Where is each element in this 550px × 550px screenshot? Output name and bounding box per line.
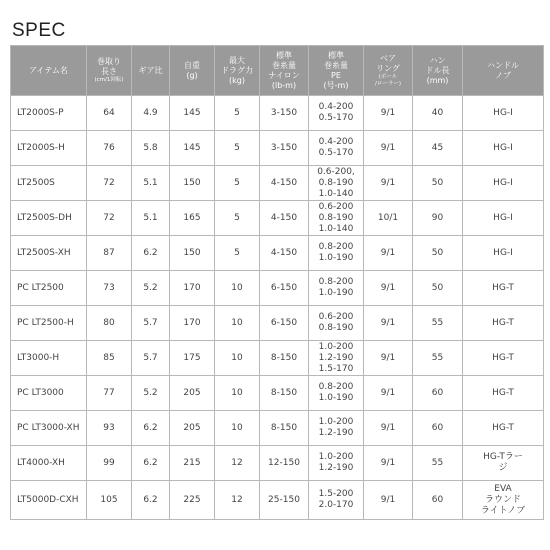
cell-value: 5.1 — [143, 212, 158, 223]
cell-value: 5.8 — [143, 142, 158, 153]
cell-value: 9/1 — [380, 494, 396, 505]
cell-max-drag — [215, 306, 260, 341]
cell-max-drag — [215, 341, 260, 376]
table-row — [11, 376, 544, 411]
cell-pe-capacity — [309, 236, 364, 271]
cell-item-name — [11, 481, 87, 520]
cell-value: 87 — [103, 247, 115, 258]
cell-item-name — [11, 446, 87, 481]
col-header-weight — [170, 46, 215, 96]
cell-value: 5 — [234, 212, 240, 223]
cell-item-name — [11, 341, 87, 376]
cell-winding-length — [87, 96, 132, 131]
cell-weight — [170, 271, 215, 306]
cell-value: 0.4-200 0.5-170 — [318, 137, 354, 158]
cell-nylon-capacity — [260, 271, 309, 306]
cell-pe-capacity — [309, 341, 364, 376]
cell-handle-length — [413, 411, 463, 446]
col-header-winding-length — [87, 46, 132, 96]
col-header-item-name — [11, 46, 87, 96]
cell-weight — [170, 236, 215, 271]
cell-value: 8-150 — [270, 387, 298, 398]
cell-winding-length — [87, 236, 132, 271]
cell-value: 76 — [103, 142, 115, 153]
table-row — [11, 446, 544, 481]
table-row — [11, 306, 544, 341]
cell-value: 9/1 — [380, 317, 396, 328]
cell-value: HG-I — [493, 142, 513, 153]
cell-value: 0.8-200 1.0-190 — [318, 242, 354, 263]
cell-handle-length — [413, 376, 463, 411]
cell-winding-length — [87, 376, 132, 411]
cell-value: 5 — [234, 107, 240, 118]
cell-value: 1.0-200 1.2-190 1.5-170 — [318, 341, 354, 374]
cell-max-drag — [215, 131, 260, 166]
cell-nylon-capacity — [260, 411, 309, 446]
cell-value: HG-I — [493, 107, 513, 118]
cell-value: 5 — [234, 177, 240, 188]
cell-value: 9/1 — [380, 352, 396, 363]
cell-value: 170 — [183, 282, 201, 293]
cell-weight — [170, 306, 215, 341]
cell-handle-knob — [463, 306, 544, 341]
cell-value: 145 — [183, 107, 201, 118]
cell-nylon-capacity — [260, 96, 309, 131]
cell-value: HG-I — [493, 212, 513, 223]
col-header-label: ハン ドル長 (mm) — [425, 55, 450, 85]
cell-value: 90 — [431, 212, 444, 223]
cell-value: 72 — [103, 177, 115, 188]
cell-value: 93 — [103, 422, 115, 433]
cell-handle-knob — [463, 271, 544, 306]
cell-value: 10 — [231, 282, 243, 293]
cell-value: PC LT2500-H — [17, 317, 74, 328]
cell-value: 12-150 — [268, 457, 300, 468]
col-header-sublabel: (ボール /ローラー) — [375, 73, 401, 87]
table-row — [11, 131, 544, 166]
cell-value: 205 — [183, 422, 201, 433]
cell-value: 9/1 — [380, 177, 396, 188]
cell-gear-ratio — [132, 131, 170, 166]
cell-max-drag — [215, 96, 260, 131]
cell-winding-length — [87, 201, 132, 236]
col-header-handle-length — [413, 46, 463, 96]
cell-handle-knob — [463, 341, 544, 376]
cell-handle-length — [413, 236, 463, 271]
cell-pe-capacity — [309, 446, 364, 481]
cell-value: LT2500S — [17, 177, 55, 188]
cell-handle-knob — [463, 131, 544, 166]
cell-value: 205 — [183, 387, 201, 398]
cell-value: 165 — [183, 212, 201, 223]
cell-pe-capacity — [309, 131, 364, 166]
cell-handle-knob — [463, 201, 544, 236]
cell-value: 3-150 — [270, 142, 298, 153]
cell-handle-knob — [463, 166, 544, 201]
cell-handle-length — [413, 306, 463, 341]
cell-value: 145 — [183, 142, 201, 153]
cell-max-drag — [215, 376, 260, 411]
cell-item-name — [11, 236, 87, 271]
cell-value: 5.1 — [143, 177, 158, 188]
cell-value: 1.0-200 1.2-190 — [318, 452, 354, 473]
cell-pe-capacity — [309, 271, 364, 306]
cell-value: 73 — [103, 282, 115, 293]
cell-item-name — [11, 131, 87, 166]
cell-value: 5 — [234, 247, 240, 258]
col-header-bearings — [364, 46, 413, 96]
cell-value: 0.6-200 0.8-190 1.0-140 — [318, 201, 354, 234]
cell-nylon-capacity — [260, 306, 309, 341]
cell-value: 0.6-200, 0.8-190 1.0-140 — [317, 166, 355, 199]
cell-value: HG-T — [492, 422, 514, 433]
cell-handle-knob — [463, 446, 544, 481]
cell-bearings — [364, 341, 413, 376]
cell-value: 72 — [103, 212, 115, 223]
cell-value: 55 — [431, 352, 444, 363]
cell-value: 4-150 — [270, 177, 298, 188]
cell-bearings — [364, 306, 413, 341]
cell-value: LT2500S-DH — [17, 212, 72, 223]
cell-pe-capacity — [309, 376, 364, 411]
cell-value: 6.2 — [143, 422, 158, 433]
cell-value: 9/1 — [380, 457, 396, 468]
cell-value: 9/1 — [380, 142, 396, 153]
table-row — [11, 411, 544, 446]
cell-weight — [170, 376, 215, 411]
cell-item-name — [11, 411, 87, 446]
col-header-label: アイテム名 — [29, 65, 68, 75]
cell-item-name — [11, 201, 87, 236]
cell-nylon-capacity — [260, 481, 309, 520]
cell-value: 10 — [231, 387, 243, 398]
col-header-label: 標準 巻糸量 PE (号-m) — [323, 50, 349, 90]
cell-bearings — [364, 411, 413, 446]
cell-winding-length — [87, 131, 132, 166]
cell-value: 175 — [183, 352, 201, 363]
cell-pe-capacity — [309, 201, 364, 236]
col-header-label: 自重 (g) — [184, 60, 200, 80]
cell-value: 10 — [231, 317, 243, 328]
cell-value: 5.2 — [143, 387, 158, 398]
table-row — [11, 96, 544, 131]
cell-value: 4-150 — [270, 212, 298, 223]
cell-value: 99 — [103, 457, 115, 468]
cell-value: EVA ラウンド ライトノブ — [480, 483, 526, 516]
cell-handle-knob — [463, 481, 544, 520]
cell-gear-ratio — [132, 166, 170, 201]
cell-value: 10 — [231, 352, 243, 363]
cell-nylon-capacity — [260, 236, 309, 271]
cell-value: PC LT3000-XH — [17, 422, 80, 433]
cell-nylon-capacity — [260, 131, 309, 166]
cell-value: 105 — [100, 494, 118, 505]
table-header-row — [11, 46, 544, 96]
cell-value: 12 — [231, 457, 243, 468]
cell-value: 80 — [103, 317, 115, 328]
cell-value: 8-150 — [270, 422, 298, 433]
cell-value: 85 — [103, 352, 115, 363]
cell-value: 60 — [431, 387, 444, 398]
cell-value: 10 — [231, 422, 243, 433]
col-header-label: ギア比 — [138, 65, 163, 75]
cell-value: 0.8-200 1.0-190 — [318, 382, 354, 403]
cell-weight — [170, 341, 215, 376]
cell-value: 6.2 — [143, 247, 158, 258]
cell-handle-length — [413, 201, 463, 236]
cell-weight — [170, 201, 215, 236]
cell-value: LT2500S-XH — [17, 247, 71, 258]
cell-handle-knob — [463, 236, 544, 271]
cell-winding-length — [87, 446, 132, 481]
cell-gear-ratio — [132, 271, 170, 306]
cell-value: 45 — [431, 142, 444, 153]
cell-handle-knob — [463, 376, 544, 411]
table-row — [11, 236, 544, 271]
cell-max-drag — [215, 236, 260, 271]
cell-weight — [170, 411, 215, 446]
cell-value: 77 — [103, 387, 115, 398]
cell-value: 64 — [103, 107, 115, 118]
cell-value: 50 — [431, 177, 444, 188]
cell-winding-length — [87, 341, 132, 376]
cell-gear-ratio — [132, 96, 170, 131]
cell-value: 50 — [431, 282, 444, 293]
cell-weight — [170, 446, 215, 481]
cell-value: HG-T — [492, 387, 514, 398]
cell-value: 9/1 — [380, 422, 396, 433]
cell-value: 50 — [431, 247, 444, 258]
cell-handle-length — [413, 271, 463, 306]
col-header-max-drag — [215, 46, 260, 96]
cell-item-name — [11, 306, 87, 341]
col-header-label: 巻取り 長さ — [97, 57, 121, 76]
cell-max-drag — [215, 166, 260, 201]
cell-value: 9/1 — [380, 387, 396, 398]
cell-value: 9/1 — [380, 107, 396, 118]
cell-value: 5 — [234, 142, 240, 153]
cell-weight — [170, 96, 215, 131]
table-body — [11, 96, 544, 520]
cell-pe-capacity — [309, 481, 364, 520]
cell-bearings — [364, 481, 413, 520]
cell-value: 5.2 — [143, 282, 158, 293]
col-header-handle-knob — [463, 46, 544, 96]
cell-item-name — [11, 166, 87, 201]
cell-nylon-capacity — [260, 201, 309, 236]
cell-bearings — [364, 376, 413, 411]
cell-weight — [170, 131, 215, 166]
cell-nylon-capacity — [260, 341, 309, 376]
cell-value: HG-I — [493, 247, 513, 258]
cell-value: 1.5-200 2.0-170 — [318, 489, 354, 510]
cell-handle-length — [413, 446, 463, 481]
cell-value: 0.6-200 0.8-190 — [318, 312, 354, 333]
cell-value: 0.8-200 1.0-190 — [318, 277, 354, 298]
cell-weight — [170, 166, 215, 201]
cell-bearings — [364, 166, 413, 201]
cell-value: LT5000D-CXH — [17, 494, 79, 505]
cell-handle-length — [413, 341, 463, 376]
cell-gear-ratio — [132, 376, 170, 411]
cell-value: LT3000-H — [17, 352, 60, 363]
cell-value: 225 — [183, 494, 201, 505]
table-row — [11, 271, 544, 306]
table-row — [11, 481, 544, 520]
cell-bearings — [364, 271, 413, 306]
cell-nylon-capacity — [260, 376, 309, 411]
col-header-pe-capacity — [309, 46, 364, 96]
cell-item-name — [11, 96, 87, 131]
cell-value: 5.7 — [143, 352, 158, 363]
cell-value: HG-T — [492, 282, 514, 293]
cell-value: 5.7 — [143, 317, 158, 328]
col-header-label: 最大 ドラグ力 (kg) — [221, 55, 253, 85]
table-row — [11, 201, 544, 236]
cell-handle-knob — [463, 411, 544, 446]
cell-winding-length — [87, 481, 132, 520]
page-title: SPEC — [12, 20, 66, 41]
cell-handle-length — [413, 96, 463, 131]
cell-bearings — [364, 236, 413, 271]
cell-value: HG-T — [492, 317, 514, 328]
cell-value: 60 — [431, 494, 444, 505]
cell-gear-ratio — [132, 201, 170, 236]
cell-value: LT4000-XH — [17, 457, 65, 468]
cell-value: 6.2 — [143, 494, 158, 505]
cell-max-drag — [215, 481, 260, 520]
col-header-nylon-capacity — [260, 46, 309, 96]
cell-max-drag — [215, 411, 260, 446]
cell-value: HG-Tラー ジ — [483, 452, 523, 473]
cell-value: 55 — [431, 317, 444, 328]
cell-item-name — [11, 271, 87, 306]
cell-value: 9/1 — [380, 282, 396, 293]
cell-handle-length — [413, 481, 463, 520]
cell-gear-ratio — [132, 236, 170, 271]
cell-bearings — [364, 131, 413, 166]
cell-value: PC LT3000 — [17, 387, 64, 398]
cell-winding-length — [87, 411, 132, 446]
cell-max-drag — [215, 201, 260, 236]
cell-gear-ratio — [132, 411, 170, 446]
cell-value: 0.4-200 0.5-170 — [318, 102, 354, 123]
cell-bearings — [364, 96, 413, 131]
cell-value: 55 — [431, 457, 444, 468]
cell-handle-knob — [463, 96, 544, 131]
cell-value: 60 — [431, 422, 444, 433]
cell-value: 40 — [431, 107, 444, 118]
cell-value: 6-150 — [270, 282, 298, 293]
cell-value: 4.9 — [143, 107, 158, 118]
col-header-sublabel: (cm/1回転) — [94, 77, 124, 83]
cell-value: 150 — [183, 247, 201, 258]
cell-winding-length — [87, 306, 132, 341]
cell-value: 12 — [231, 494, 243, 505]
cell-gear-ratio — [132, 341, 170, 376]
cell-nylon-capacity — [260, 446, 309, 481]
cell-max-drag — [215, 271, 260, 306]
cell-gear-ratio — [132, 306, 170, 341]
cell-value: 1.0-200 1.2-190 — [318, 417, 354, 438]
cell-bearings — [364, 446, 413, 481]
cell-value: 6-150 — [270, 317, 298, 328]
cell-winding-length — [87, 166, 132, 201]
col-header-gear-ratio — [132, 46, 170, 96]
cell-value: HG-I — [493, 177, 513, 188]
cell-value: HG-T — [492, 352, 514, 363]
cell-value: 8-150 — [270, 352, 298, 363]
cell-handle-length — [413, 131, 463, 166]
cell-value: LT2000S-P — [17, 107, 64, 118]
cell-value: 4-150 — [270, 247, 298, 258]
cell-gear-ratio — [132, 446, 170, 481]
cell-max-drag — [215, 446, 260, 481]
col-header-label: 標準 巻糸量 ナイロン (lb-m) — [268, 50, 300, 90]
cell-value: 215 — [183, 457, 201, 468]
table-row — [11, 166, 544, 201]
cell-value: 6.2 — [143, 457, 158, 468]
cell-value: PC LT2500 — [17, 282, 64, 293]
cell-pe-capacity — [309, 166, 364, 201]
cell-handle-length — [413, 166, 463, 201]
col-header-label: ベア リング — [376, 53, 400, 73]
cell-item-name — [11, 376, 87, 411]
cell-value: 10/1 — [377, 212, 399, 223]
cell-value: LT2000S-H — [17, 142, 65, 153]
cell-pe-capacity — [309, 411, 364, 446]
cell-pe-capacity — [309, 306, 364, 341]
cell-bearings — [364, 201, 413, 236]
cell-value: 3-150 — [270, 107, 298, 118]
cell-value: 150 — [183, 177, 201, 188]
cell-winding-length — [87, 271, 132, 306]
spec-table — [10, 45, 544, 520]
cell-weight — [170, 481, 215, 520]
cell-pe-capacity — [309, 96, 364, 131]
cell-value: 9/1 — [380, 247, 396, 258]
col-header-label: ハンドル ノブ — [487, 60, 519, 80]
cell-value: 170 — [183, 317, 201, 328]
table-row — [11, 341, 544, 376]
cell-gear-ratio — [132, 481, 170, 520]
cell-nylon-capacity — [260, 166, 309, 201]
cell-value: 25-150 — [268, 494, 300, 505]
